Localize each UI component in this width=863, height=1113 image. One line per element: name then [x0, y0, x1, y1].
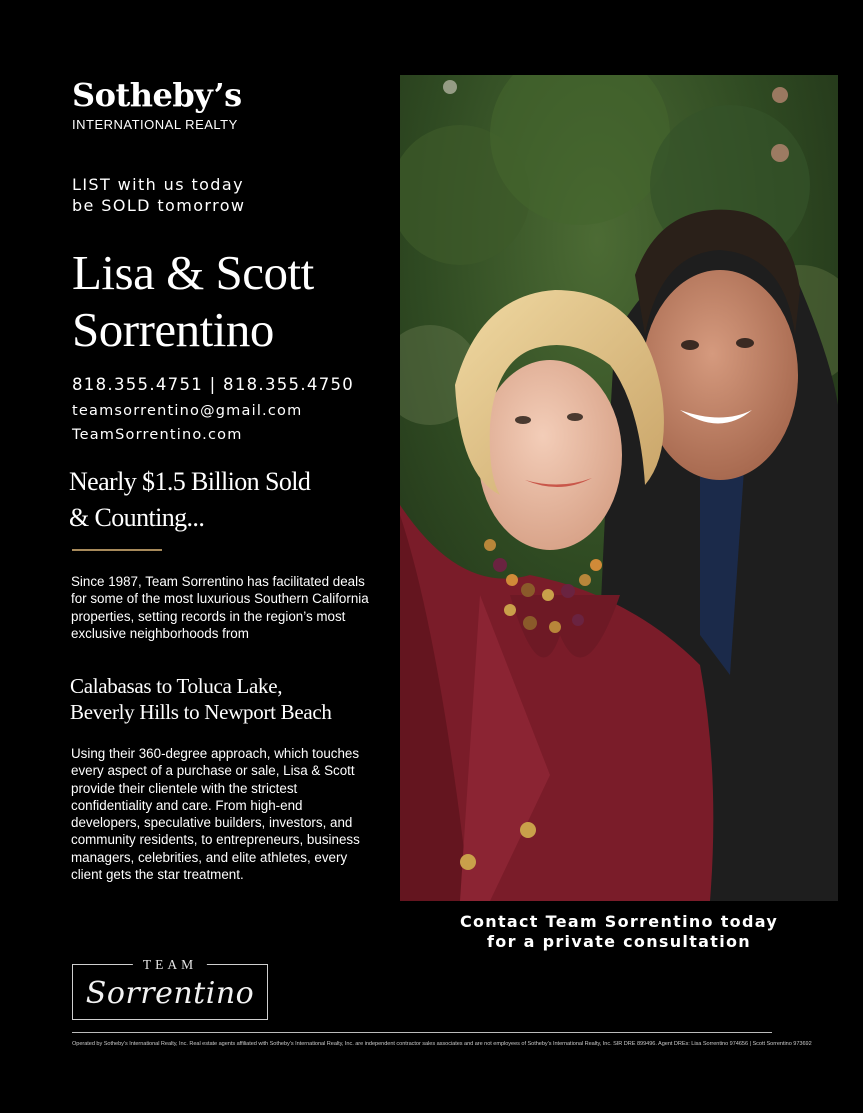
cities-highlight [70, 673, 332, 725]
sales-headline-line-1: Nearly $1.5 Billion Sold [69, 467, 311, 496]
website: TeamSorrentino.com [72, 427, 243, 443]
approach-paragraph: Using their 360-degree approach, which touches every aspect of a purchase or sale, Lisa & Scott provide their clientele with the strictest confidentiality and care. From high-end developers, speculative builders, investors, and community residents, to entrepreneurs, business managers, celebrities, and elite athletes, every client gets the star treatment. [71, 746, 360, 883]
tagline-line-1: LIST with us today [72, 175, 244, 194]
contact-block [72, 374, 354, 447]
agent-names [72, 244, 314, 358]
tagline [72, 174, 245, 216]
call-to-action [400, 912, 838, 952]
intro-paragraph: Since 1987, Team Sorrentino has facilitated deals for some of the most luxurious Southern California properties, setting records in the region’s most exclusive neighborhoods from [71, 574, 369, 641]
sales-headline [69, 464, 310, 536]
cta-line-2: for a private consultation [487, 932, 751, 951]
sales-headline-line-2: & Counting... [69, 503, 205, 532]
agent-names-line-1: Lisa & Scott [72, 245, 314, 300]
sothebys-logo [72, 78, 242, 132]
tagline-line-2: be SOLD tomorrow [72, 196, 246, 215]
team-logo-name: Sorrentino [85, 976, 255, 1011]
team-logo-top-word: TEAM [133, 956, 207, 974]
accent-divider [72, 549, 162, 551]
agent-names-line-2: Sorrentino [72, 302, 274, 357]
legal-disclaimer: Operated by Sotheby’s International Realty, Inc. Real estate agents affiliated with Sotheby’s International Realty, Inc. are independent contractor sales associates and are not employees of Sotheby’s International Realty, Inc. SIR DRE 899496. Agent DREs: Lisa Sorrentino 974656 | Scott Sorrentino 973692 [72, 1041, 812, 1047]
footer-divider [72, 1032, 772, 1033]
agents-photo-illustration [400, 75, 838, 901]
cities-line-1: Calabasas to Toluca Lake, [70, 674, 283, 698]
agents-photo [400, 75, 838, 901]
phone-numbers: 818.355.4751 | 818.355.4750 [72, 375, 355, 394]
brand-subtitle: INTERNATIONAL REALTY [72, 117, 238, 132]
team-sorrentino-logo [72, 957, 268, 1020]
email-address: teamsorrentino@gmail.com [72, 403, 303, 419]
cities-line-2: Beverly Hills to Newport Beach [70, 700, 332, 724]
cta-line-1: Contact Team Sorrentino today [459, 912, 779, 931]
brand-name: Sotheby’s [72, 76, 242, 114]
